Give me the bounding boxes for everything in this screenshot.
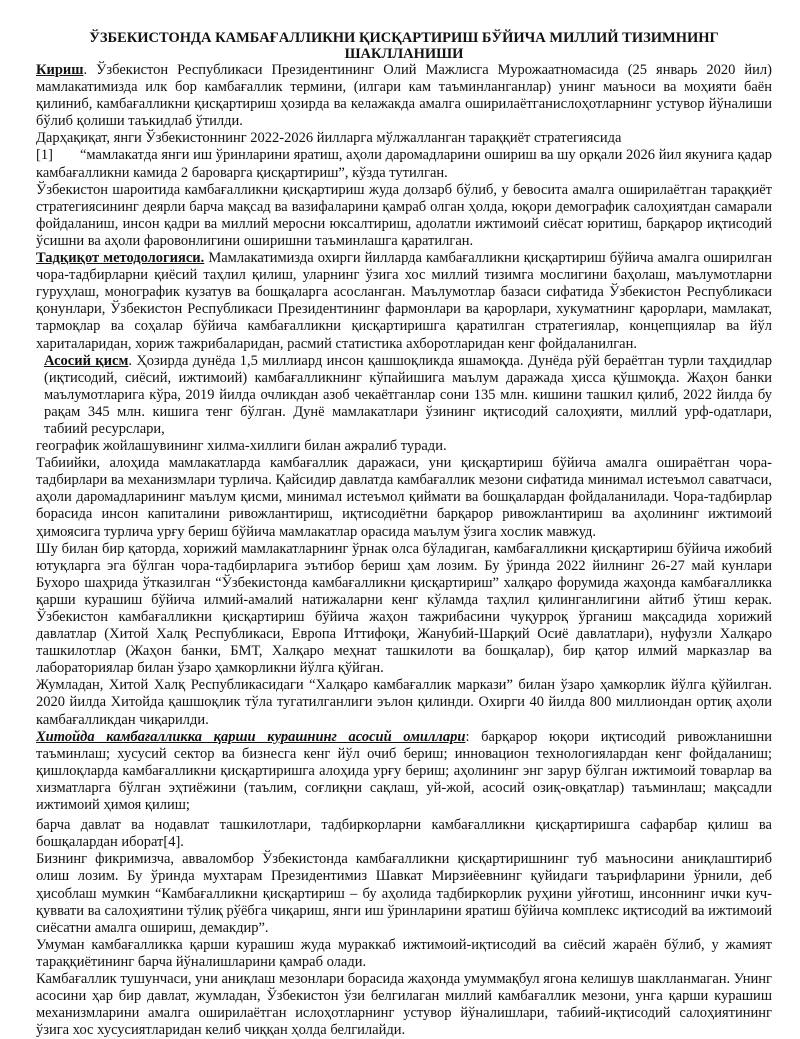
main-part-heading: Асосий қисм (44, 352, 129, 369)
reference-marker: [1] (36, 147, 53, 164)
quote-text: “мамлакатда янги иш ўринларини яратиш, аҳоли даромадларини ошириш ва шу орқали 2026 йил якунига қадар камбағалликни камида 2 бароварга қисқартириш”, кўзда тутилган. (36, 147, 772, 181)
article-page (36, 30, 772, 1039)
intro-paragraph (36, 62, 772, 130)
methodology-paragraph (36, 250, 772, 353)
general-paragraph: Умуман камбағалликка қарши курашиш жуда мураккаб ижтимоий-иқтисодий ва сиёсий жараён бўлиб, у жамият тараққиётининг барча йўналишларини қамраб олади. (36, 936, 772, 970)
opinion-paragraph: Бизнинг фикримизча, авваломбор Ўзбекистонда камбағалликни қисқартиришнинг туб маъносини аниқлаштириб олиш лозим. Бу ўринда мухтарам Президентимиз Шавкат Мирзиёевнинг қуйидаги таърифларини ўрнили, деб ҳисоблаш мумкин “Камбағалликни қисқартириш – бу аҳолида тадбиркорлик руҳини уйғотиш, инсоннинг ички куч-қуввати ва салоҳиятини тўлиқ рўёбга чиқариш, янги иш ўринларини яратиш бўйича комплекс иқтисодий ва ижтимоий сиёсатни амалга ошириш, демакдир”. (36, 851, 772, 936)
foreign-experience-paragraph: Шу билан бир қаторда, хорижий мамлакатларнинг ўрнак олса бўладиган, камбағалликни қисқартириш бўйича ижобий ютуқларга эга бўлган чора-тадбирларига эътибор бериш ҳам лозим. Бу ўринда 2022 йилнинг 26-27 май кунлари Бухоро шаҳрида ўтказилган “Ўзбекистонда камбағалликни қисқартириш” халқаро форумида жаҳонда камбағалликка қарши курашиш бўйича илмий-амалий натижаларни кенг кўламда таҳлил қилинганлигини айтиб ўтиш керак. Ўзбекистон камбағалликни қисқартириш бўйича жаҳон тажрибасини чуқуррoқ ўрганиш мақсадида хорижий давлатлар (Хитой Халқ Республикаси, Европа Иттифоқи, Жанубий-Шарқий Осиё давлатлари), нуфузли Халқаро ташкилотлар (Жаҳон банки, БМТ, Халқаро меҳнат ташкилоти ва бошқалар), бир қатор илмий марказлар ва лабораториялар билан ўзаро ҳамкорликни йўлга қўйган. (36, 540, 772, 677)
china-factors-heading: Хитойда камбағалликка қарши курашнинг асосий омиллари (36, 728, 466, 745)
china-factors-text: : барқарор юқори иқтисодий ривожланишни таъминлаш; хусусий сектор ва бизнесга кенг йўл очиб бериш; инновацион технологиялардан кенг фойдаланиш; қишлоқларда камбағалликни қисқартиришга алоҳида урғу бериш; аҳолининг энг зарур бўлган ижтимоий товарлар ва хизматларга бўлган эҳтиёжини (таълим, соғлиқни сақлаш, уй-жой, асосий озиқ-овқатлар) таъминлаш; мақсадли ижтимоий ҳимоя қилиш; (36, 728, 772, 814)
main-part-continuation: географик жойлашувининг хилма-хиллиги билан ажралиб туради. (36, 438, 447, 455)
article-title: ЎЗБЕКИСТОНДА КАМБАҒАЛЛИКНИ ҚИСҚАРТИРИШ БЎЙИЧА МИЛЛИЙ ТИЗИМНИНГ ШАКЛЛАНИШИ (89, 30, 719, 62)
methodology-text: Мамлакатимизда охирги йилларда камбағалликни қисқартириш бўйича амалга оширилган чора-тадбирларни қиёсий таҳлил қилиш, уларнинг ўзига хос миллий тизимга мослигини баҳолаш, маълумотларни гуруҳлаш, монографик кузатув ва бошқаларга асосланган. Маълумотлар базаси сифатида Ўзбекистон Республикаси қонунлари, Ўзбекистон Республикаси Президентининг фармонлари ва қарорлари, хукуматнинг қарорлари, мамлакат, тармоқлар ва соҳалар бўйича камбағалликни қисқартиришга қаратилган стратегиялар, концепциялар ва йўл хариталаридан, хориж тажрибаларидан, расмий статистика ахборотларидан кенг фойдаланилган. (36, 250, 772, 352)
strategy-paragraph: Дарҳақиқат, янги Ўзбекистоннинг 2022-2026 йилларга мўлжалланган тараққиёт стратегиясида (36, 130, 622, 147)
main-part-paragraph (36, 353, 772, 438)
quote-paragraph (36, 147, 772, 181)
intro-heading: Кириш (36, 62, 84, 78)
china-factors-paragraph (36, 729, 772, 814)
china-paragraph: Жумладан, Хитой Халқ Республикасидаги “Халқаро камбағаллик маркази” билан ўзаро ҳамкорлик йўлга қўйилган. 2020 йилда Хитойда қашшоқлик тўла тугатилганлиги эълон қилинди. Охирги 40 йилда 800 миллиондан ортиқ аҳоли камбағалликдан чиқарилди. (36, 677, 772, 728)
china-factors-continuation: барча давлат ва нодавлат ташкилотлари, тадбиркорларни камбағалликни қисқартиришга сафарбар қилиш ва бошқалардан иборат[4]. (36, 817, 772, 851)
main-part-text: . Ҳозирда дунёда 1,5 миллиард инсон қашшоқликда яшамоқда. Дунёда рўй бераётган турли таҳдидлар (иқтисодий, сиёсий, ижтимоий) камбағалликнинг кўпайишига маълум даражада ҳисса қўшмоқда. Жаҳон банки маълумотларига кўра, 2019 йилда очликдан азоб чекаётганлар сони 135 млн. кишини ташкил қилиб, 2022 йилда бу рақам 345 млн. кишига тенг бўлган. Дунё мамлакатлари ўзининг иқтисодий салоҳияти, миллий урф-одатлари, табиий ресурслари, (44, 352, 772, 437)
intro-text: . Ўзбекистон Республикаси Президентининг Олий Мажлисга Мурожаатномасида (25 январь 2020 йил) мамлакатимизда илк бор камбағаллик термини, (илгари кам таъминланганлар) унинг маъноси ва моҳияти баён қилиниб, камбағалликни қисқартириш ҳозирда ва келажакда амалга оширилаётганислоҳотларнинг устувор йўналиши бўлиб қолиши таъкидлаб ўтилди. (36, 62, 772, 130)
concept-paragraph: Камбағаллик тушунчаси, уни аниқлаш мезонлари борасида жаҳонда умуммақбул ягона келишув шаклланмаган. Унинг асосини ҳар бир давлат, жумладан, Ўзбекистон ўзи белгилаган миллий камбағаллик мезони, унга қарши курашиш механизмларини амалга оширилаётган ислоҳотларнинг устувор йўналишлари, табиий-иқтисодий салоҳиятининг ўзига хос хусусиятларидан келиб чиққан ҳолда белгилайди. (36, 970, 772, 1039)
methodology-heading: Тадқиқот методологияси. (36, 250, 205, 267)
conditions-paragraph: Ўзбекистон шароитида камбағалликни қисқартириш жуда долзарб бўлиб, у бевосита амалга оширилаётган тараққиёт стратегиясининг деярли барча мақсад ва вазифаларини қамраб олган ҳолда, юқори демографик салоҳиятдан самарали фойдаланиш, инсон қадри ва миллий меросни юксалтириш, адолатли ижтимоий сиёсат юритиш, барқарор иқтисодий ўсишни ва аҳоли фаровонлигини оширишни таъминлашга қаратилган. (36, 181, 772, 249)
poverty-level-paragraph: Табиийки, алоҳида мамлакатларда камбағаллик даражаси, уни қисқартириш бўйича амалга оширaётган чора-тадбирлари ва механизмлари турлича. Қайсидир давлатда камбағаллик мезони сифатида минимал истеъмол саватчаси, аҳоли даромадларининг маълум қисми, минимал истеъмол қиймати ва бошқалардан фойдаланилади. Чора-тадбирлар борасида инсон капиталини ривожлантириш, иқтисодиётни барқарор ривожлантириш ва аҳолининг ижтимоий ҳимоясига турлича урғу бериш бўйича мамлакатлар орасида маълум ўзига хослик мавжуд. (36, 455, 772, 540)
